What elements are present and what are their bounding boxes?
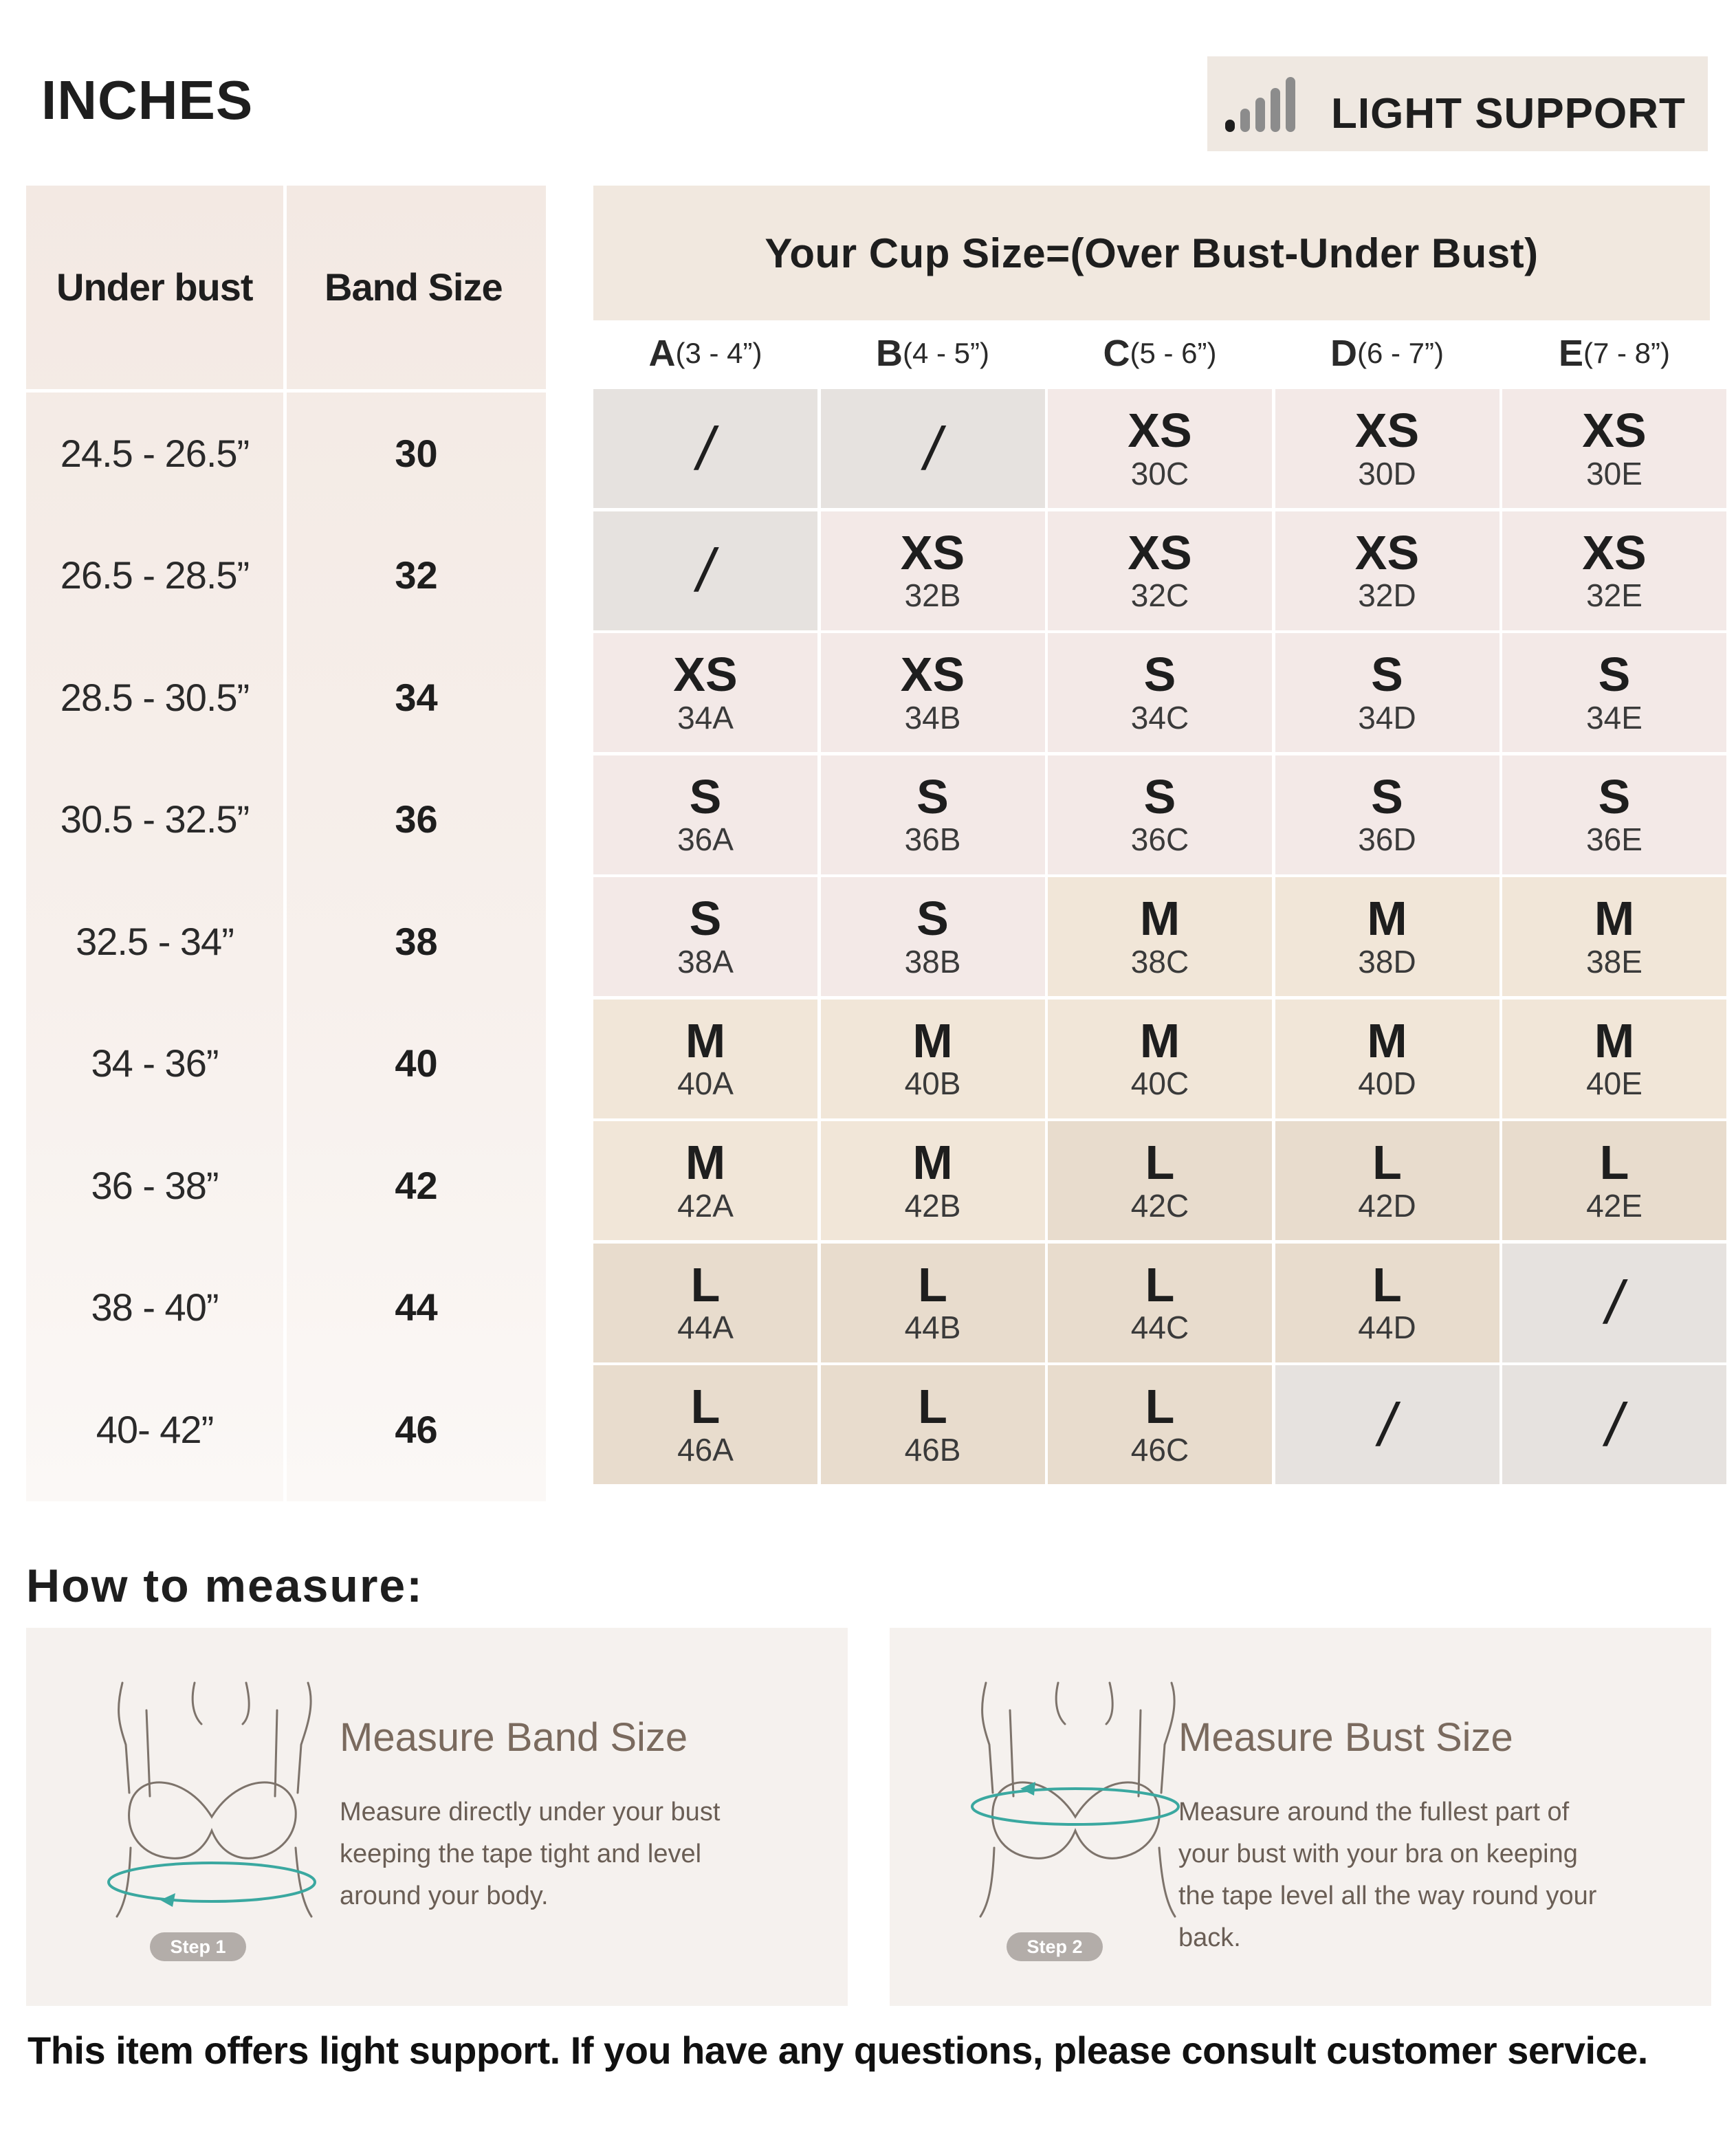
- band-size-value: 36: [395, 797, 438, 841]
- bra-size-code: 36B: [904, 821, 961, 858]
- size-label: M: [685, 1013, 726, 1068]
- cup-range: (3 - 4”): [675, 337, 762, 369]
- band-size-value: 44: [395, 1285, 438, 1329]
- bra-size-code: 38E: [1586, 943, 1642, 980]
- bra-size-code: 34E: [1586, 699, 1642, 736]
- size-label: XS: [1128, 404, 1192, 458]
- cup-range: (5 - 6”): [1130, 337, 1217, 369]
- size-label: L: [918, 1380, 947, 1434]
- size-cell: [1048, 1000, 1272, 1118]
- bra-size-code: 32E: [1586, 577, 1642, 614]
- under-bust-header: Under bust: [56, 265, 253, 309]
- size-cell: [1502, 511, 1726, 630]
- size-label: M: [1139, 1013, 1180, 1068]
- size-label: S: [1143, 769, 1176, 824]
- size-label: S: [689, 769, 722, 824]
- size-label: M: [912, 1136, 953, 1190]
- under-bust-range: 40- 42”: [96, 1407, 214, 1451]
- bra-size-code: 36E: [1586, 821, 1642, 858]
- bra-size-code: 40C: [1130, 1066, 1189, 1102]
- under-bust-range: 30.5 - 32.5”: [60, 797, 250, 841]
- size-label: S: [1143, 648, 1176, 702]
- size-cell: [1502, 633, 1726, 752]
- size-cell: [1275, 389, 1499, 508]
- size-label: XS: [900, 648, 965, 702]
- size-label: S: [916, 892, 949, 946]
- size-cell: [1048, 877, 1272, 996]
- bra-size-code: 46A: [677, 1431, 734, 1468]
- size-cell: [593, 1121, 817, 1240]
- cup-letter: B: [876, 333, 903, 374]
- support-level-badge: [1207, 56, 1708, 151]
- measure-bust-card: [890, 1628, 1711, 2006]
- cup-letter: D: [1330, 333, 1357, 374]
- bra-size-code: 44A: [677, 1310, 734, 1346]
- size-label: /: [1605, 1268, 1623, 1336]
- band-size-value: 30: [395, 431, 438, 475]
- bra-size-code: 36A: [677, 821, 734, 858]
- under-bust-range: 28.5 - 30.5”: [60, 675, 250, 719]
- cup-range: (4 - 5”): [903, 337, 989, 369]
- under-bust-range: 38 - 40”: [91, 1285, 219, 1329]
- bra-size-code: 32D: [1358, 577, 1416, 614]
- step-2-description: Measure around the fullest part of your bust with your bra on keeping the tape level all the way round your back.: [1178, 1798, 1597, 1952]
- under-bust-range: 36 - 38”: [91, 1163, 219, 1207]
- size-label: M: [1139, 892, 1180, 946]
- size-label: S: [916, 769, 949, 824]
- band-size-column: [26, 186, 546, 1501]
- size-label: L: [690, 1380, 721, 1434]
- size-cell: [593, 1365, 817, 1484]
- size-cell: [1502, 1121, 1726, 1240]
- bra-size-code: 30D: [1358, 455, 1416, 492]
- size-label: S: [1371, 769, 1403, 824]
- size-cell: [821, 1000, 1045, 1118]
- bra-band-measure-illustration: [81, 1676, 342, 1965]
- size-label: /: [1378, 1390, 1396, 1459]
- bra-size-code: 30C: [1130, 455, 1189, 492]
- size-cell: [593, 877, 817, 996]
- size-cell: [1048, 511, 1272, 630]
- under-bust-range: 34 - 36”: [91, 1041, 219, 1085]
- band-size-value: 42: [395, 1163, 438, 1207]
- cup-letter: C: [1103, 333, 1130, 374]
- bra-size-code: 32C: [1130, 577, 1189, 614]
- size-cell: [821, 1121, 1045, 1240]
- support-bar: [1225, 120, 1235, 132]
- size-label: M: [1367, 892, 1407, 946]
- bra-size-code: 44C: [1130, 1310, 1189, 1346]
- size-label: XS: [673, 648, 738, 702]
- cup-header-a: [593, 320, 817, 386]
- size-cell: [1048, 1121, 1272, 1240]
- size-cell: [821, 1365, 1045, 1484]
- size-cell: [1275, 1121, 1499, 1240]
- size-label: S: [1371, 648, 1403, 702]
- band-row: [26, 881, 546, 1002]
- size-cell: [1048, 389, 1272, 508]
- step-1-title: Measure Band Size: [340, 1715, 688, 1760]
- cup-formula-header: Your Cup Size=(Over Bust-Under Bust): [593, 186, 1710, 320]
- bra-size-code: 34D: [1358, 699, 1416, 736]
- band-size-header: Band Size: [325, 265, 503, 309]
- support-bar: [1286, 77, 1295, 132]
- under-bust-range: 26.5 - 28.5”: [60, 553, 250, 597]
- band-row: [26, 515, 546, 636]
- bra-size-code: 42C: [1130, 1187, 1189, 1224]
- bra-bust-measure-illustration: [945, 1676, 1206, 1965]
- size-label: L: [1372, 1257, 1402, 1312]
- band-row: [26, 393, 546, 514]
- size-cell-unavailable: [1275, 1365, 1499, 1484]
- band-row: [26, 759, 546, 880]
- size-label: /: [1605, 1390, 1623, 1459]
- band-size-value: 40: [395, 1041, 438, 1085]
- bra-size-code: 34A: [677, 699, 734, 736]
- bra-size-code: 42D: [1358, 1187, 1416, 1224]
- bra-size-code: 32B: [904, 577, 961, 614]
- step-1-pill: Step 1: [150, 1932, 246, 1961]
- size-label: L: [918, 1257, 947, 1312]
- size-cell-unavailable: [1502, 1244, 1726, 1362]
- band-size-value: 46: [395, 1407, 438, 1451]
- size-cell: [593, 1244, 817, 1362]
- bra-size-code: 40E: [1586, 1066, 1642, 1102]
- size-cell: [1048, 1244, 1272, 1362]
- bra-size-code: 40A: [677, 1066, 734, 1102]
- size-label: XS: [1354, 404, 1420, 458]
- bra-size-code: 38C: [1130, 943, 1189, 980]
- cup-header-b: [821, 320, 1045, 386]
- size-label: M: [1367, 1013, 1407, 1068]
- band-row: [26, 1369, 546, 1490]
- size-cell: [1275, 511, 1499, 630]
- under-bust-range: 24.5 - 26.5”: [60, 431, 250, 475]
- size-cell-unavailable: [593, 389, 817, 508]
- size-cell: [1048, 1365, 1272, 1484]
- bra-size-code: 34B: [904, 699, 961, 736]
- support-bar: [1240, 109, 1250, 132]
- bra-size-code: 40D: [1358, 1066, 1416, 1102]
- signal-bars-icon: [1225, 77, 1297, 132]
- step-1-description: Measure directly under your bust keeping the tape tight and level around your body.: [340, 1798, 721, 1910]
- bra-size-code: 46B: [904, 1431, 961, 1468]
- size-cell: [821, 1244, 1045, 1362]
- bra-size-code: 34C: [1130, 699, 1189, 736]
- bra-size-code: 38B: [904, 943, 961, 980]
- support-bar: [1255, 98, 1265, 132]
- size-label: XS: [1582, 404, 1647, 458]
- size-label: XS: [900, 525, 965, 579]
- support-bar: [1271, 88, 1280, 132]
- size-label: L: [1145, 1257, 1175, 1312]
- bra-size-code: 40B: [904, 1066, 961, 1102]
- size-cell: [821, 633, 1045, 752]
- footer-note: This item offers light support. If you have any questions, please consult customer service.: [28, 2029, 1648, 2072]
- size-label: M: [685, 1136, 726, 1190]
- units-title: INCHES: [41, 69, 254, 131]
- size-cell: [821, 511, 1045, 630]
- size-label: XS: [1582, 525, 1647, 579]
- cup-header-c: [1048, 320, 1272, 386]
- cup-size-grid: [593, 186, 1710, 1501]
- bra-size-code: 42E: [1586, 1187, 1642, 1224]
- cup-header-e: [1502, 320, 1726, 386]
- step-2-title: Measure Bust Size: [1178, 1715, 1513, 1760]
- bra-size-code: 36D: [1358, 821, 1416, 858]
- size-label: XS: [1128, 525, 1192, 579]
- bra-size-code: 46C: [1130, 1431, 1189, 1468]
- size-cell: [1048, 633, 1272, 752]
- size-label: S: [1598, 769, 1631, 824]
- size-cell: [593, 1000, 817, 1118]
- band-row: [26, 1125, 546, 1246]
- size-label: L: [1372, 1136, 1402, 1190]
- size-cell: [1502, 755, 1726, 874]
- support-label: LIGHT SUPPORT: [1331, 90, 1686, 137]
- size-cell: [593, 633, 817, 752]
- bra-size-code: 38D: [1358, 943, 1416, 980]
- cup-range: (6 - 7”): [1357, 337, 1444, 369]
- measure-band-card: [26, 1628, 848, 2006]
- size-cell: [1275, 755, 1499, 874]
- size-label: L: [1145, 1380, 1175, 1434]
- bra-size-code: 42B: [904, 1187, 961, 1224]
- bra-size-code: 30E: [1586, 455, 1642, 492]
- size-label: /: [924, 414, 941, 483]
- band-size-value: 34: [395, 675, 438, 719]
- cup-letter: A: [648, 333, 676, 374]
- bra-size-code: 44D: [1358, 1310, 1416, 1346]
- size-cell: [1048, 755, 1272, 874]
- size-cell-unavailable: [1502, 1365, 1726, 1484]
- bra-size-code: 36C: [1130, 821, 1189, 858]
- cup-letter: E: [1558, 333, 1584, 374]
- cup-header-d: [1275, 320, 1499, 386]
- size-label: M: [1594, 1013, 1635, 1068]
- size-cell: [1275, 1000, 1499, 1118]
- size-cell: [1502, 1000, 1726, 1118]
- how-to-measure-title: How to measure:: [26, 1560, 424, 1612]
- size-label: /: [696, 536, 714, 604]
- cup-range: (7 - 8”): [1583, 337, 1671, 369]
- size-label: L: [690, 1257, 721, 1312]
- size-label: L: [1145, 1136, 1175, 1190]
- size-label: S: [689, 892, 722, 946]
- band-size-value: 32: [395, 553, 438, 597]
- size-cell: [821, 877, 1045, 996]
- size-label: /: [696, 414, 714, 483]
- size-cell: [1502, 389, 1726, 508]
- band-row: [26, 1247, 546, 1368]
- size-cell-unavailable: [821, 389, 1045, 508]
- band-size-value: 38: [395, 919, 438, 963]
- band-row: [26, 1003, 546, 1124]
- size-cell: [1275, 877, 1499, 996]
- bra-size-code: 42A: [677, 1187, 734, 1224]
- bra-size-code: 44B: [904, 1310, 961, 1346]
- size-cell: [593, 755, 817, 874]
- size-label: XS: [1354, 525, 1420, 579]
- size-label: M: [912, 1013, 953, 1068]
- size-cell: [1275, 633, 1499, 752]
- under-bust-range: 32.5 - 34”: [76, 919, 234, 963]
- size-label: S: [1598, 648, 1631, 702]
- size-cell: [1275, 1244, 1499, 1362]
- size-cell-unavailable: [593, 511, 817, 630]
- step-2-pill: Step 2: [1007, 1932, 1103, 1961]
- size-label: L: [1599, 1136, 1629, 1190]
- band-row: [26, 637, 546, 758]
- size-cell: [821, 755, 1045, 874]
- size-label: M: [1594, 892, 1635, 946]
- size-cell: [1502, 877, 1726, 996]
- bra-size-code: 38A: [677, 943, 734, 980]
